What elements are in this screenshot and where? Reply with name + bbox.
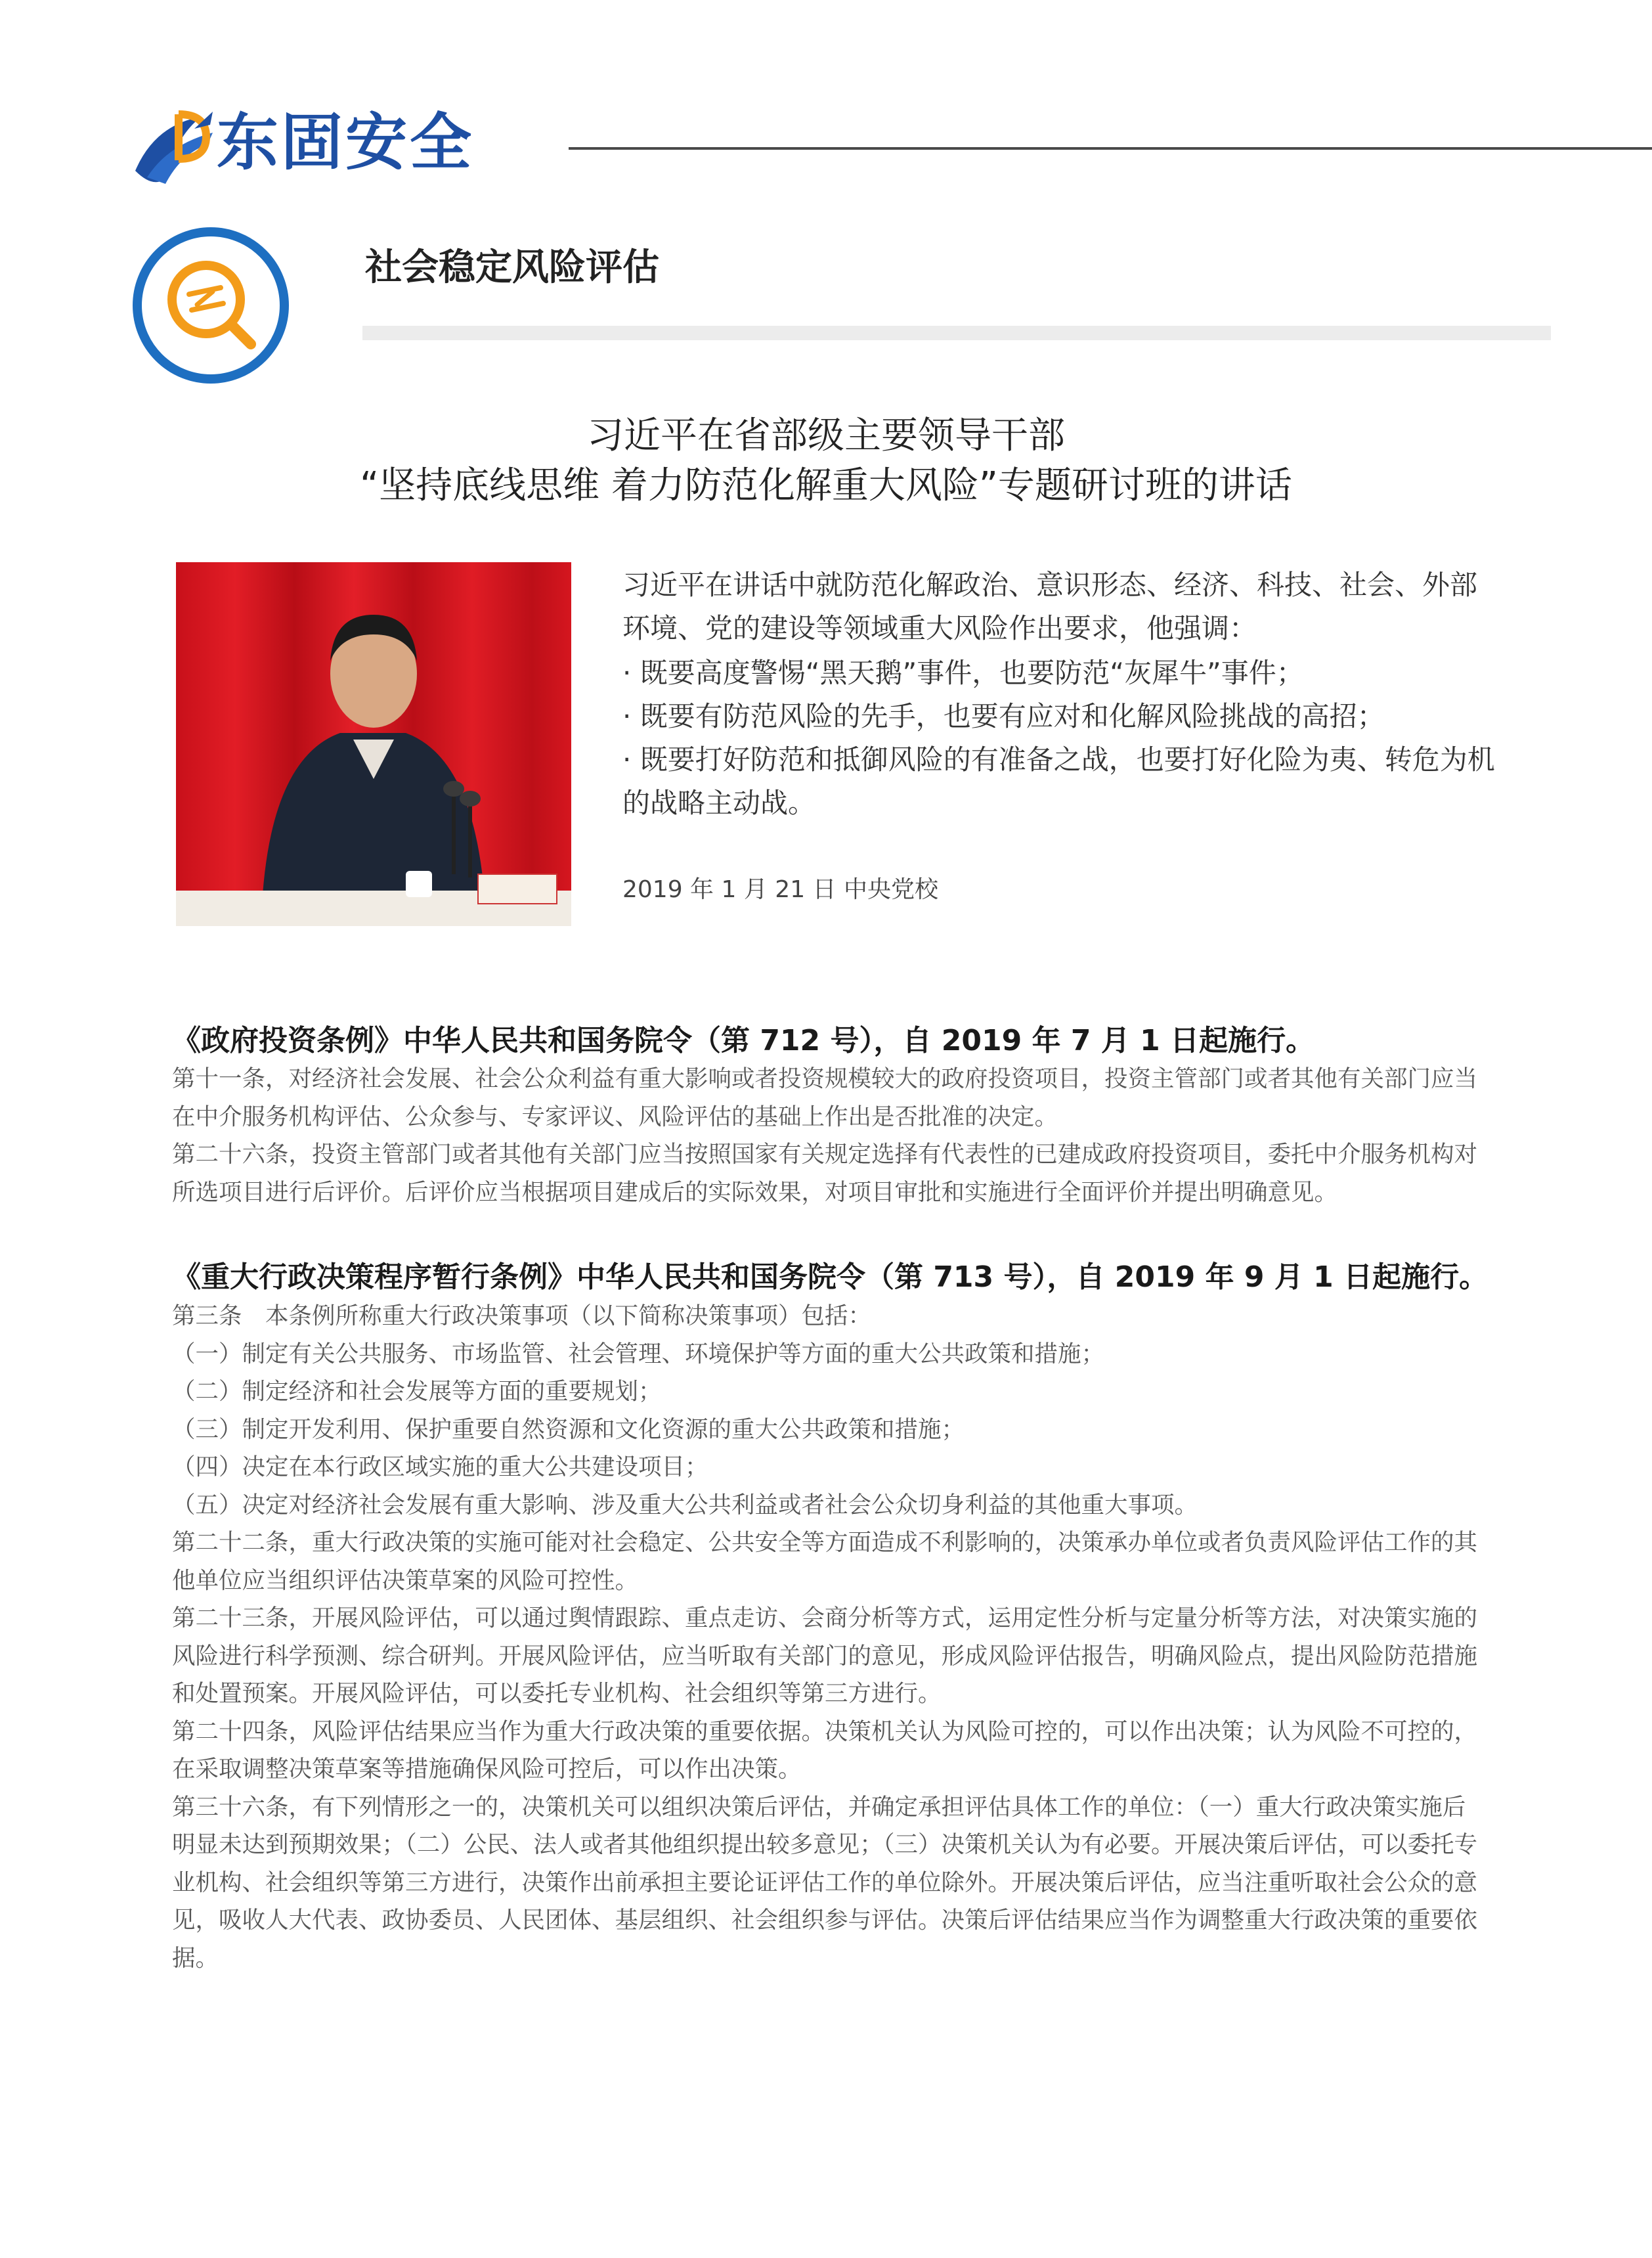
regulation-paragraph: （一）制定有关公共服务、市场监管、社会管理、环境保护等方面的重大公共政策和措施； [172,1340,1105,1367]
section-title: 社会稳定风险评估 [365,246,659,289]
regulation-paragraph: 第十一条，对经济社会发展、社会公众利益有重大影响或者投资规模较大的政府投资项目，投资主管部门或者其他有关部门应当在中介服务机构评估、公众参与、专家评议、风险评估的基础上作出是否批准的决定。 [172,1065,1478,1130]
speech-title-line-1: 习近平在省部级主要领导干部 [587,414,1065,457]
speech-bullet: · 既要有防范风险的先手，也要有应对和化解风险挑战的高招； [622,700,1385,732]
brand-name: 东固安全 [217,107,475,179]
speech-intro: 习近平在讲话中就防范化解政治、意识形态、经济、科技、社会、外部环境、党的建设等领域重大风险作出要求，他强调： [622,569,1478,644]
regulation-paragraph: 第三十六条，有下列情形之一的，决策机关可以组织决策后评估，并确定承担评估具体工作的单位：（一）重大行政决策实施后明显未达到预期效果；（二）公民、法人或者其他组织提出较多意见；（三）决策机关认为有必要。开展决策后评估，可以委托专业机构、社会组织等第三方进行，决策作出前承担主要论证评估工作的单位除外。开展决策后评估，应当注重听取社会公众的意见，吸收人大代表、政协委员、人民团体、基层组织、社会组织参与评估。决策后评估结果应当作为调整重大行政决策的重要依据。 [172,1793,1478,1972]
speech-bullet: · 既要高度警惕“黑天鹅”事件，也要防范“灰犀牛”事件； [622,657,1304,689]
regulation-paragraph: 第二十六条，投资主管部门或者其他有关部门应当按照国家有关规定选择有代表性的已建成政府投资项目，委托中介服务机构对所选项目进行后评价。后评价应当根据项目建成后的实际效果，对项目审批和实施进行全面评价并提出明确意见。 [172,1141,1478,1206]
regulation-body [172,1060,1482,1211]
regulation-title: 《重大行政决策程序暂行条例》中华人民共和国务院令（第 713 号），自 2019 年 9 月 1 日起施行。 [172,1260,1489,1294]
regulation-paragraph: （五）决定对经济社会发展有重大影响、涉及重大公共利益或者社会公众切身利益的其他重大事项。 [172,1491,1198,1518]
section-underline-bar [362,326,1551,340]
regulation-body [172,1297,1482,1977]
regulation-title: 《政府投资条例》中华人民共和国务院令（第 712 号），自 2019 年 7 月 1 日起施行。 [172,1024,1315,1057]
regulation-paragraph: （二）制定经济和社会发展等方面的重要规划； [172,1378,662,1405]
regulation-paragraph: 第二十三条，开展风险评估，可以通过舆情跟踪、重点走访、会商分析等方式，运用定性分析与定量分析等方法，对决策实施的风险进行科学预测、综合研判。开展风险评估，应当听取有关部门的意见，形成风险评估报告，明确风险点，提出风险防范措施和处置预案。开展风险评估，可以委托专业机构、社会组织等第三方进行。 [172,1605,1478,1707]
magnifier-balance-icon [129,223,293,387]
regulation-paragraph: 第二十四条，风险评估结果应当作为重大行政决策的重要依据。决策机关认为风险可控的，可以作出决策；认为风险不可控的，在采取调整决策草案等措施确保风险可控后，可以作出决策。 [172,1717,1478,1782]
regulation-paragraph: （四）决定在本行政区域实施的重大公共建设项目； [172,1453,708,1480]
speech-bullet: · 既要打好防范和抵御风险的有准备之战，也要打好化险为夷、转危为机的战略主动战。 [622,743,1495,819]
speech-title-line-2: “坚持底线思维 着力防范化解重大风险”专题研讨班的讲话 [360,464,1292,507]
regulation-paragraph: 第二十二条，重大行政决策的实施可能对社会稳定、公共安全等方面造成不利影响的，决策承办单位或者负责风险评估工作的其他单位应当组织评估决策草案的风险可控性。 [172,1529,1478,1594]
regulation-paragraph: 第三条 本条例所称重大行政决策事项（以下简称决策事项）包括： [172,1302,872,1329]
regulation-paragraph: （三）制定开发利用、保护重要自然资源和文化资源的重大公共政策和措施； [172,1415,965,1443]
speech-date: 2019 年 1 月 21 日 中央党校 [622,876,938,903]
speech-photo [176,562,571,926]
header-divider [569,147,1652,150]
